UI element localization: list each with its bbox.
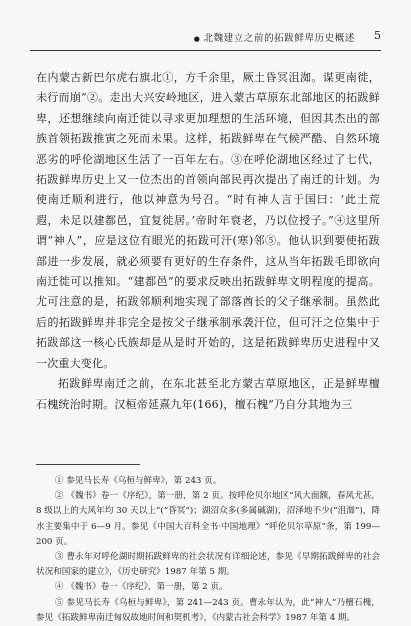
footnote-item: ④ 《魏书》卷一《序纪》，第一册，第 2 页。 xyxy=(54,582,228,593)
footnote-item: ② 《魏书》卷一《序纪》，第一册，第 2 页。按呼伦贝尔地区“风大面额，春风尤甚，8 级以上的大风年均 30 天以上”(“昏冥”)；湖沼众多(多属碱湖)，沼泽地不少(“沮洳”)，降水主要集中于 6—9 月。参见《中国大百科全书·中国地理》“呼伦贝尔草原”条，第 199—200 页。 xyxy=(36,491,380,547)
bullet-icon: ● xyxy=(193,35,201,43)
header-rule xyxy=(30,50,381,51)
body-text xyxy=(36,68,380,415)
footnotes xyxy=(36,474,380,626)
footnote-item: ③ 曹永年对呼伦湖时期拓跋鲜卑的社会状况有详细论述，参见《早期拓跋鲜卑的社会状况和国家的建立》，《历史研究》1987 年第 5 期。 xyxy=(36,552,380,578)
page-number: 5 xyxy=(374,29,381,42)
running-header-title xyxy=(194,30,355,44)
footnote-item: ① 参见马长寿《乌桓与鲜卑》，第 243 页。 xyxy=(54,476,222,486)
footnote-item: ⑤ 参见马长寿《乌桓与鲜卑》，第 241—243 页。曹永年认为，此“神人”乃檀石槐，参见《拓跋鲜卑南迁匈奴故地时间和契机考》，《内蒙古社会科学》1987 年第 4 期。 xyxy=(36,597,380,623)
running-header xyxy=(30,30,381,44)
chapter-title: 北魏建立之前的拓跋鲜卑历史概述 xyxy=(203,33,355,44)
footnote-separator xyxy=(36,464,140,465)
body-paragraph: 在内蒙古新巴尔虎右旗北①，方千余里，厥土昏冥沮洳。谋更南徙，未行而崩”②。走出大兴安岭地区，进入蒙古草原东北部地区的拓跋鲜卑，还想继续向南迁徙以寻求更加理想的生活环境，但因其杰出的部族首领拓跋推寅之死而未果。这样，拓跋鲜卑在气候严酷、自然环境恶劣的呼伦湖地区生活了一百年左右。③在呼伦湖地区经过了七代，拓跋鲜卑历史上又一位杰出的首领向部民再次提出了南迁的计划。为使南迁顺利进行，他以神意为号召。“时有神人言于国曰：‘此土荒遐，未足以建都邑，宜复徙居。’帝时年衰老，乃以位授子。”④这里所谓“神人”，应是这位有眼光的拓跋可汗(寒)邻⑤。他认识到要使拓跋部进一步发展，就必须要有更好的生存条件，这从当年拓跋毛即欲向南迁徙可以推知。“建都邑”的要求反映出拓跋鲜卑文明程度的提高。尤可注意的是，拓跋邻顺利地实现了部落酋长的父子继承制。虽然此后的拓跋鲜卑并非完全是按父子继承制承袭汗位，但可汗之位集中于拓跋部这一核心氏族却是从是时开始的，这是拓跋鲜卑历史进程中又一次重大变化。 xyxy=(36,71,380,370)
body-paragraph: 拓跋鲜卑南迁之前，在东北甚至北方蒙古草原地区，正是鲜卑檀石槐统治时期。汉桓帝延熹九年(166)，檀石槐“乃自分其地为三 xyxy=(36,377,380,411)
